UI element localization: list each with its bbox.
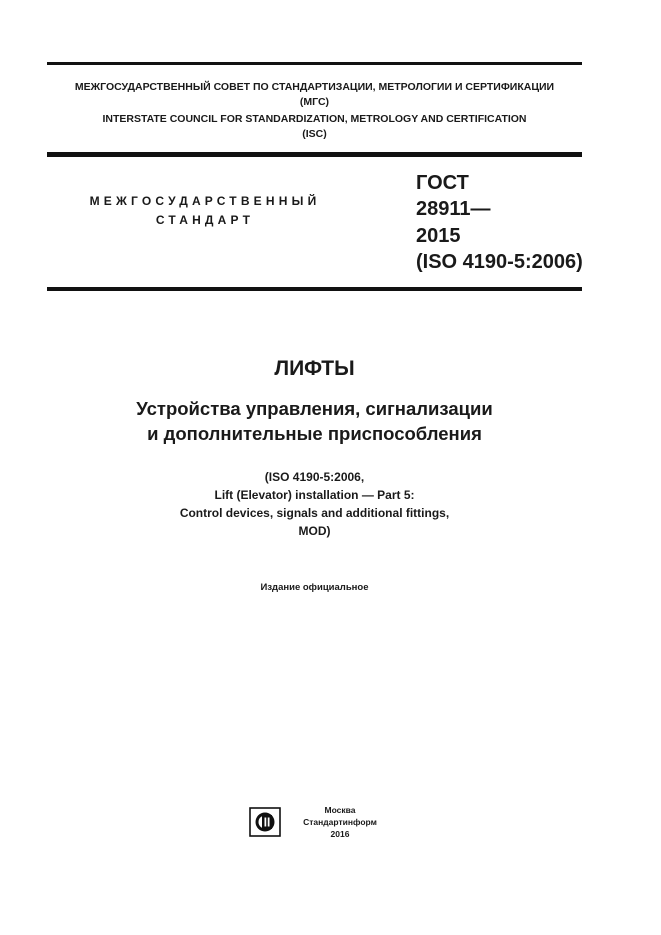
council-abbr-ru: (МГС) [299,96,330,108]
council-name-en: INTERSTATE COUNCIL FOR STANDARDIZATION, METROLOGY AND CERTIFICATION [102,113,527,125]
standard-label-line2: СТАНДАРТ [155,213,255,227]
top-rule [47,62,582,65]
iso-reference-line1: (ISO 4190-5:2006, [264,470,365,484]
header-divider [47,152,582,157]
iso-reference-line3: Control devices, signals and additional fittings, [179,506,450,520]
standard-divider [47,287,582,291]
council-abbr-en: (ISC) [302,128,327,140]
iso-reference-line2: Lift (Elevator) installation — Part 5: [214,488,415,502]
edition-note: Издание официальное [260,582,369,593]
gost-year: 2015 [416,225,461,247]
council-name-ru: МЕЖГОСУДАРСТВЕННЫЙ СОВЕТ ПО СТАНДАРТИЗАЦИИ, МЕТРОЛОГИИ И СЕРТИФИКАЦИИ [74,81,555,93]
gost-number: 28911— [416,198,491,220]
iso-reference-line4: MOD) [298,524,331,538]
gost-iso-reference: (ISO 4190-5:2006) [416,251,583,273]
document-subtitle-line1: Устройства управления, сигнализации [136,398,493,419]
gost-prefix: ГОСТ [416,172,469,194]
publisher-block [292,804,388,840]
publisher-city: Москва [324,805,356,815]
publisher-year: 2016 [330,829,350,839]
publisher-name: Стандартинформ [303,817,377,827]
document-subtitle-line2: и дополнительные приспособления [147,423,482,444]
document-title: ЛИФТЫ [274,357,355,380]
standard-label-line1: МЕЖГОСУДАРСТВЕННЫЙ [89,194,321,208]
standartinform-logo-icon [249,807,281,837]
